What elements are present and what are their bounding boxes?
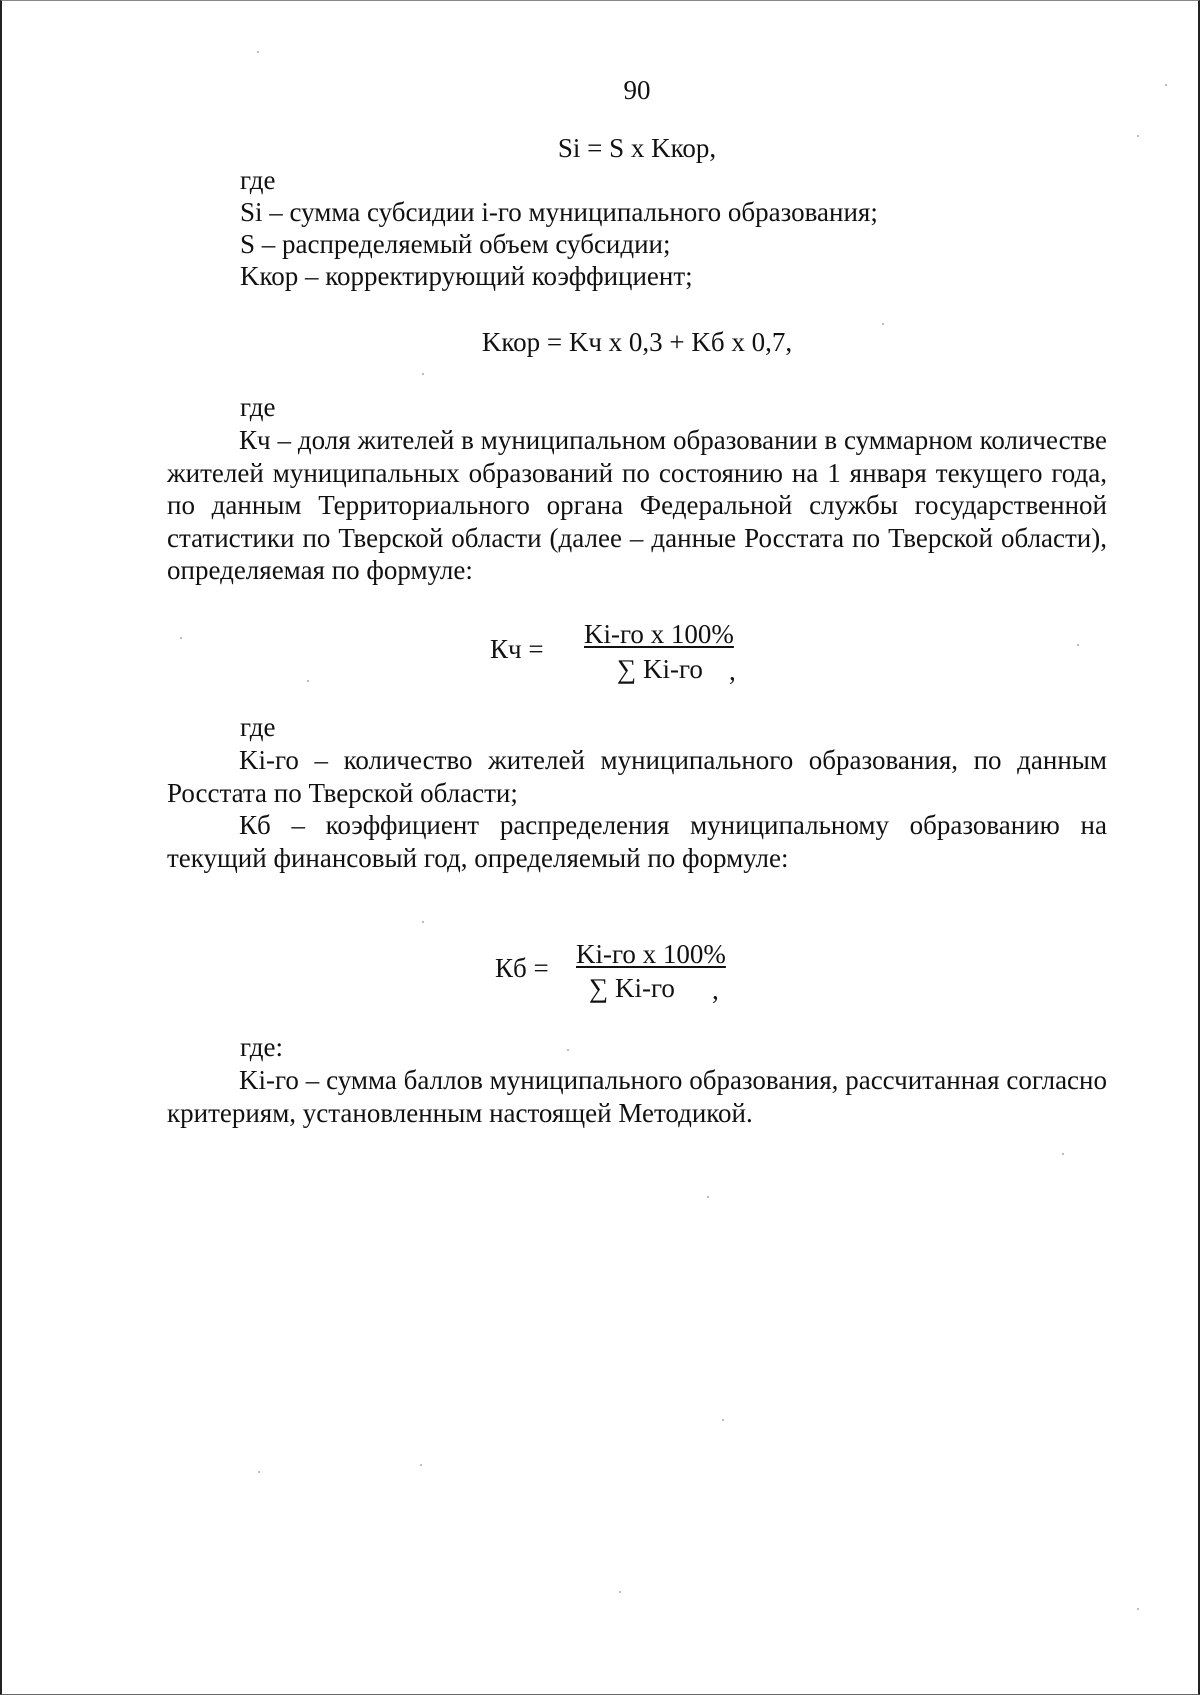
paragraph-kch: [167, 424, 1107, 587]
scan-speck: [882, 323, 884, 325]
where-label: где: [240, 712, 276, 742]
paragraph-ki-points-text: Ki-го – сумма баллов муниципального образования, рассчитанная согласно критериям, установленным настоящей Методикой.: [167, 1065, 1107, 1128]
scan-speck: [1062, 1153, 1064, 1155]
paragraph-kch-text: Кч – доля жителей в муниципальном образовании в суммарном количестве жителей муниципальных образований по состоянию на 1 января текущего года, по данным Территориального органа Федеральной службы государственной статистики по Тверской области (далее – данные Росстата по Тверской области), определяемая по формуле:: [167, 425, 1107, 585]
paragraph-ki-points: [167, 1064, 1107, 1129]
formula-kch-denominator: ∑ Ki-го: [617, 654, 703, 684]
formula-kch-comma: ,: [729, 656, 736, 686]
formula-kb-denominator: ∑ Ki-го: [589, 973, 675, 1003]
scan-speck: [619, 1591, 621, 1593]
scan-speck: [257, 51, 259, 53]
scan-speck: [422, 373, 424, 375]
page-number: 90: [623, 75, 651, 105]
scan-speck: [722, 1419, 724, 1421]
where-label: где: [240, 392, 276, 422]
definition-kkor: Kкор – корректирующий коэффициент;: [240, 261, 693, 291]
scan-speck: [1165, 84, 1167, 86]
scan-speck: [420, 1464, 422, 1466]
scan-speck: [180, 637, 182, 639]
formula-kch-lhs: Кч =: [490, 634, 544, 664]
formula-kb-lhs: Кб =: [495, 953, 549, 983]
where-label: где:: [240, 1032, 283, 1062]
scan-speck: [258, 1471, 260, 1473]
paragraph-kb: [167, 809, 1107, 874]
formula-kb-numerator: Ki-го x 100%: [576, 939, 726, 969]
paragraph-ki-residents-text: Ki-го – количество жителей муниципального образования, по данным Росстата по Тверской области;: [167, 745, 1107, 808]
scan-speck: [1077, 644, 1079, 646]
formula-si: Si = S x Kкор,: [557, 133, 717, 163]
paragraph-kb-text: Кб – коэффициент распределения муниципальному образованию на текущий финансовый год, определяемый по формуле:: [167, 810, 1107, 873]
scan-speck: [422, 921, 424, 923]
scan-speck: [567, 1049, 569, 1051]
scan-speck: [307, 680, 309, 682]
where-label: где: [240, 165, 276, 195]
formula-kkor: Kкор = Kч x 0,3 + Kб x 0,7,: [481, 327, 793, 357]
scan-speck: [707, 1196, 709, 1198]
scan-speck: [1137, 1608, 1139, 1610]
formula-kb-comma: ,: [712, 975, 719, 1005]
definition-s: S – распределяемый объем субсидии;: [240, 229, 671, 259]
formula-kch-numerator: Ki-го x 100%: [584, 619, 734, 649]
scan-speck: [1137, 135, 1139, 137]
paragraph-ki-residents: [167, 744, 1107, 809]
definition-si: Si – сумма субсидии i-го муниципального образования;: [240, 197, 878, 227]
